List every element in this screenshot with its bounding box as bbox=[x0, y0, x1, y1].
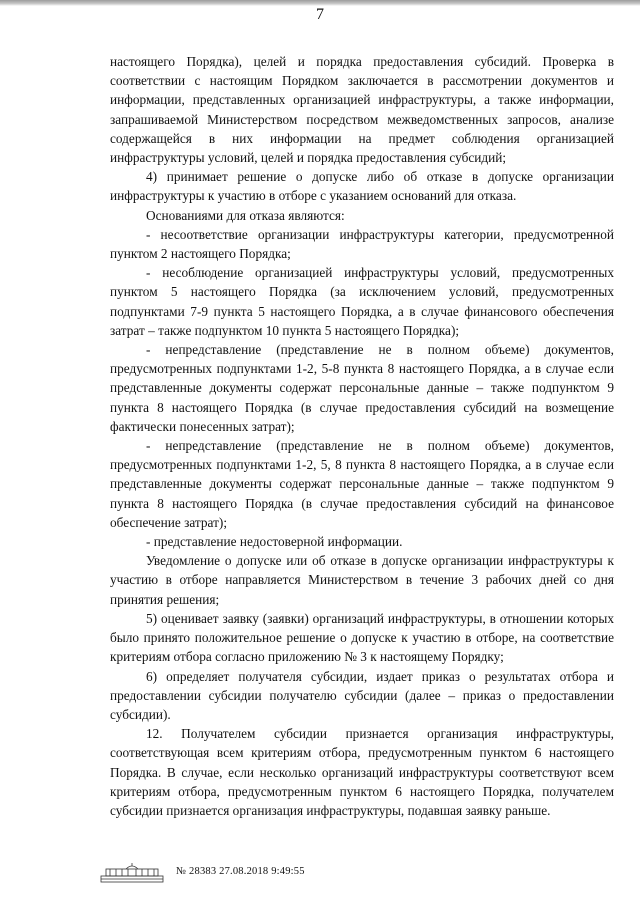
footer bbox=[100, 862, 520, 886]
page-number: 7 bbox=[316, 6, 324, 23]
paragraph: 4) принимает решение о допуске либо об отказе в допуске организации инфраструктуры к участию в отборе с указанием оснований для отказа. bbox=[110, 169, 614, 204]
paragraph: настоящего Порядка), целей и порядка предоставления субсидий. Проверка в соответствии с настоящим Порядком заключается в рассмотрении документов и информации, представленных организацией инфраструктуры, а также информации, запрашиваемой Министерством посредством межведомственных запросов, анализе содержащейся в них информации на предмет соблюдения организацией инфраструктуры условий, целей и порядка предоставления субсидий; bbox=[110, 54, 614, 166]
document-body bbox=[110, 52, 614, 820]
paragraph: 5) оценивает заявку (заявки) организаций инфраструктуры, в отношении которых было принято положительное решение о допуске к участию в отборе, на соответствие критериям отбора согласно приложению № 3 к настоящему Порядку; bbox=[110, 610, 614, 665]
paragraph: 6) определяет получателя субсидии, издает приказ о результатах отбора и предоставлении субсидии получателю субсидии (далее – приказ о предоставлении субсидии). bbox=[110, 668, 614, 722]
paragraph: - непредставление (представление не в полном объеме) документов, предусмотренных подпунктами 1-2, 5-8 пункта 8 настоящего Порядка, а в случае если представленные документы содержат персональные данные – также подпунктом 9 пункта 8 настоящего Порядка (в случае предоставления субсидий на возмещение фактически понесенных затрат); bbox=[110, 342, 614, 434]
paragraph: - несоблюдение организацией инфраструктуры условий, предусмотренных пунктом 5 настоящего Порядка (за исключением условий, предусмотренных подпунктами 7-9 пункта 5 настоящего Порядка, а в случае финансового обеспечения затрат – также подпунктом 10 пункта 5 настоящего Порядка); bbox=[110, 265, 614, 338]
paragraph: Основаниями для отказа являются: bbox=[146, 207, 345, 223]
paragraph: - несоответствие организации инфраструктуры категории, предусмотренной пунктом 2 настоящего Порядка; bbox=[110, 226, 614, 262]
government-building-stamp-icon bbox=[100, 862, 164, 884]
paragraph: 12. Получателем субсидии признается организация инфраструктуры, соответствующая всем критериям отбора, предусмотренным пунктом 6 настоящего Порядка. В случае, если несколько организаций инфраструктуры соответствуют всем критериям отбора, предусмотренным пунктом 6 настоящего Порядка, получателем субсидии признается организация инфраструктуры, подавшая заявку раньше. bbox=[110, 726, 614, 818]
paragraph: - непредставление (представление не в полном объеме) документов, предусмотренных подпунктами 1-2, 5, 8 пункта 8 настоящего Порядка, а в случае если представленные документы содержат персональные данные – также подпунктом 9 пункта 8 настоящего Порядка (в случае предоставления субсидий на финансовое обеспечение затрат); bbox=[110, 438, 614, 530]
paragraph: - представление недостоверной информации. bbox=[146, 534, 403, 550]
paragraph: Уведомление о допуске или об отказе в допуске организации инфраструктуры к участию в отборе направляется Министерством в течение 3 рабочих дней со дня принятия решения; bbox=[110, 553, 614, 607]
document-registration-number: № 28383 27.08.2018 9:49:55 bbox=[176, 866, 305, 877]
